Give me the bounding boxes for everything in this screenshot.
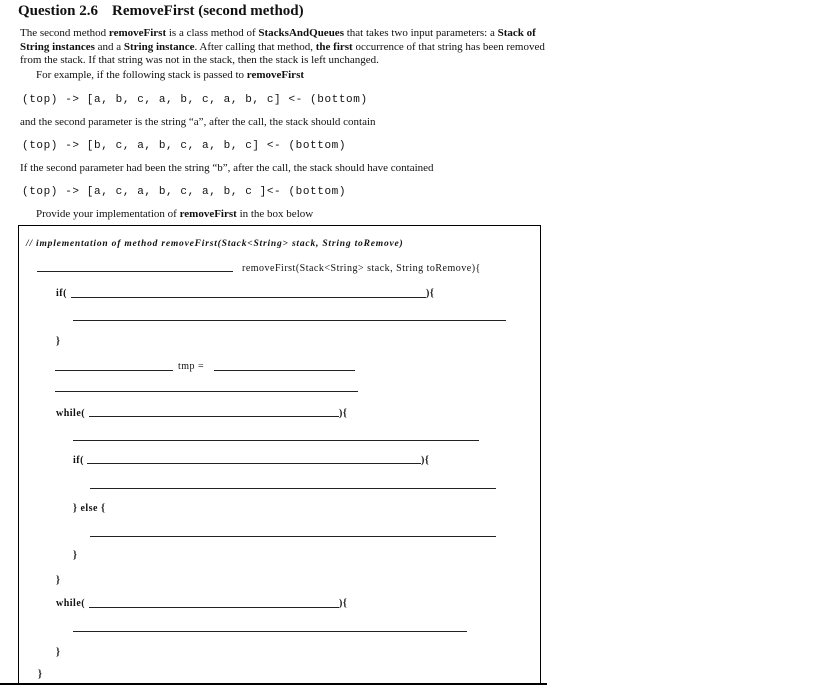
example-intro [36, 69, 571, 83]
example-text-b: If the second parameter had been the string “b”, after the call, the stack should have contained [20, 162, 434, 174]
close-brace: } [56, 575, 61, 586]
cond-close: ){ [339, 408, 348, 419]
instruction-method-name: removeFirst [179, 208, 237, 220]
question-heading [18, 3, 304, 20]
if-keyword: if( [73, 455, 84, 466]
desc-text: . After calling that method, [194, 40, 316, 53]
instruction-text: Provide your implementation of [36, 208, 180, 220]
example-text-a: and the second parameter is the string “a”, after the call, the stack should contain [20, 116, 376, 128]
inner-if-body-blank[interactable] [90, 488, 496, 489]
instruction-line [36, 208, 313, 220]
desc-string-param: String instance [123, 40, 195, 53]
stack-example-initial: (top) -> [a, b, c, a, b, c, a, b, c] <- (bottom) [22, 94, 368, 106]
instruction-text: in the box below [236, 208, 314, 220]
while-keyword: while( [56, 408, 86, 419]
statement-blank[interactable] [55, 391, 358, 392]
else-body-blank[interactable] [90, 536, 496, 537]
desc-emphasis: the first [315, 40, 353, 53]
answer-box [18, 225, 541, 684]
cond-close: ){ [426, 288, 435, 299]
bottom-rule [0, 683, 547, 685]
question-title: RemoveFirst (second method) [112, 3, 304, 19]
question-number: Question 2.6 [18, 3, 99, 19]
desc-method-name: removeFirst [246, 69, 305, 81]
while-keyword: while( [56, 598, 86, 609]
method-signature: removeFirst(Stack<String> stack, String toRemove){ [242, 263, 481, 274]
tmp-value-blank[interactable] [214, 370, 355, 371]
tmp-label: tmp = [178, 361, 205, 372]
desc-text: occurrence of that string has been removed from the stack. If that string was not in the stack, then the stack is left unchanged. [20, 40, 545, 67]
inner-if-condition-blank[interactable] [87, 463, 421, 464]
stack-example-after-a: (top) -> [b, c, a, b, c, a, b, c] <- (bottom) [22, 140, 347, 152]
description-paragraph [20, 27, 555, 68]
desc-method-name: removeFirst [108, 27, 167, 39]
desc-text: that takes two input parameters: a [343, 27, 498, 39]
return-type-blank[interactable] [37, 271, 233, 272]
desc-stack-param: Stack of String instances [20, 27, 536, 53]
desc-class-name: StacksAndQueues [258, 27, 344, 39]
while2-body-blank[interactable] [73, 631, 467, 632]
if-condition-blank[interactable] [71, 297, 426, 298]
desc-text: is a class method of [166, 27, 259, 39]
method-close-brace: } [38, 669, 43, 680]
code-comment: // implementation of method removeFirst(Stack<String> stack, String toRemove) [26, 239, 404, 249]
while2-condition-blank[interactable] [89, 607, 339, 608]
close-brace: } [73, 550, 78, 561]
desc-text: The second method [20, 27, 109, 39]
cond-close: ){ [339, 598, 348, 609]
desc-text: and a [94, 40, 124, 53]
while-condition-blank[interactable] [89, 416, 339, 417]
else-clause: } else { [73, 503, 106, 514]
tmp-type-blank[interactable] [55, 370, 173, 371]
cond-close: ){ [421, 455, 430, 466]
while-body-blank[interactable] [73, 440, 479, 441]
desc-text: For example, if the following stack is passed to [36, 69, 247, 81]
close-brace: } [56, 336, 61, 347]
close-brace: } [56, 647, 61, 658]
stack-example-after-b: (top) -> [a, c, a, b, c, a, b, c ]<- (bottom) [22, 186, 347, 198]
if-body-blank[interactable] [73, 320, 506, 321]
if-keyword: if( [56, 288, 67, 299]
